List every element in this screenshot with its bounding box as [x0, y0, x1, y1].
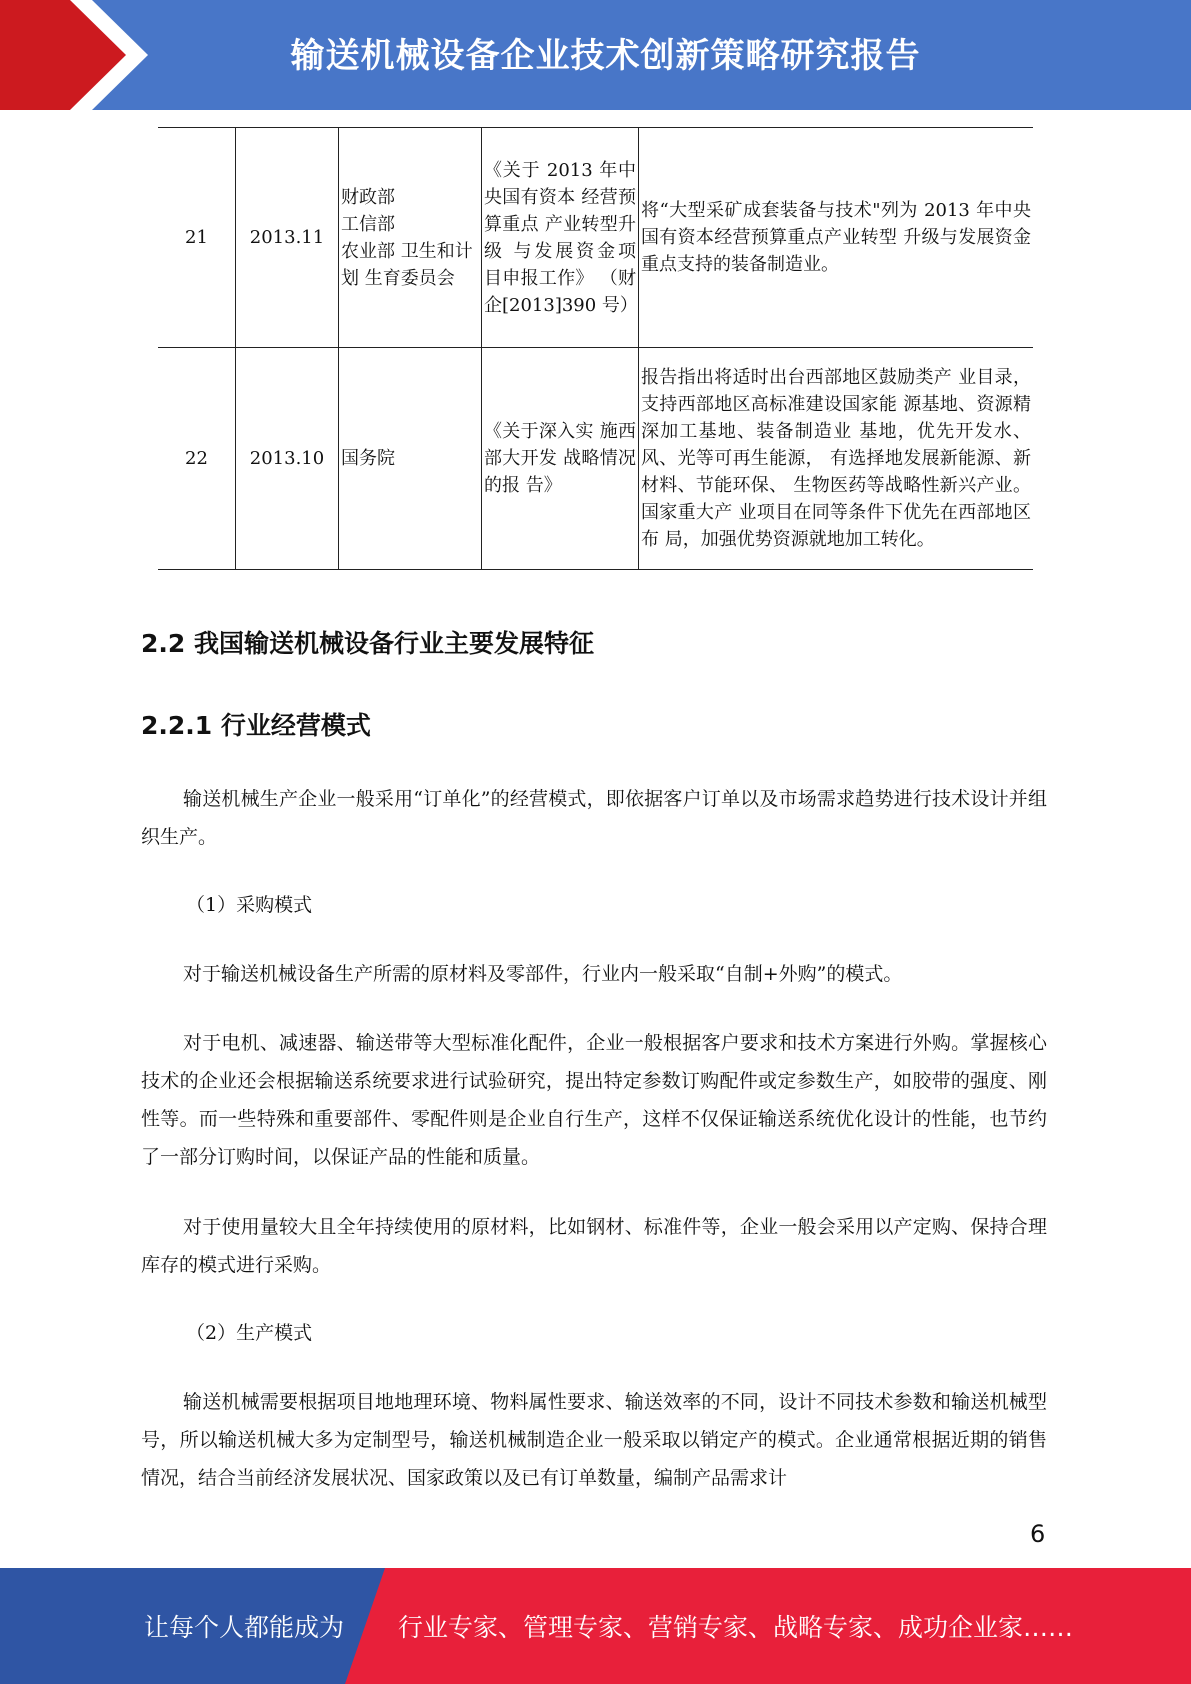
policy-table: [158, 127, 1033, 570]
footer-slogan-right: 行业专家、管理专家、营销专家、战略专家、成功企业家……: [398, 1613, 1074, 1642]
footer-slogan-left: 让每个人都能成为: [144, 1613, 345, 1642]
paragraph-intro: 输送机械生产企业一般采用“订单化”的经营模式，即依据客户订单以及市场需求趋势进行技术设计并组织生产。: [141, 788, 1047, 848]
row-department: [339, 128, 482, 348]
row-date: 2013.11: [236, 128, 339, 348]
subsection-heading: 2.2.1 行业经营模式: [141, 711, 371, 740]
page-number: 6: [1030, 1520, 1046, 1548]
row-document: 《关于深入实 施西部大开发 战略情况的报 告》: [482, 348, 639, 570]
department-text: 财政部 工信部 农业部 卫生和计划 生育委员会: [341, 186, 473, 289]
table-row: [158, 128, 1033, 348]
row-content: 将“大型采矿成套装备与技术"列为 2013 年中央国有资本经营预算重点产业转型 升级与发展资金重点支持的装备制造业。: [639, 128, 1034, 348]
table-row: [158, 348, 1033, 570]
subheading-production: （2）生产模式: [186, 1322, 313, 1344]
page-header: [0, 0, 1191, 110]
row-content: 报告指出将适时出台西部地区鼓励类产 业目录，支持西部地区高标准建设国家能 源基地、资源精深加工基地、装备制造业 基地，优先开发水、风、光等可再生能源， 有选择地发展新能源、新材料、节能环保、 生物医药等战略性新兴产业。国家重大产 业项目在同等条件下优先在西部地区布 局，加强优势资源就地加工转化。: [639, 348, 1034, 570]
paragraph-procurement: 对于输送机械设备生产所需的原材料及零部件，行业内一般采取“自制+外购”的模式。: [183, 963, 903, 985]
paragraph-standard-parts: 对于电机、减速器、输送带等大型标准化配件，企业一般根据客户要求和技术方案进行外购。掌握核心技术的企业还会根据输送系统要求进行试验研究，提出特定参数订购配件或定参数生产，如胶带的强度、刚性等。而一些特殊和重要部件、零配件则是企业自行生产，这样不仅保证输送系统优化设计的性能，也节约了一部分订购时间，以保证产品的性能和质量。: [141, 1032, 1047, 1168]
report-title: 输送机械设备企业技术创新策略研究报告: [290, 36, 921, 76]
paragraph-raw-materials: 对于使用量较大且全年持续使用的原材料，比如钢材、标准件等，企业一般会采用以产定购、保持合理库存的模式进行采购。: [141, 1216, 1047, 1276]
page-footer: [0, 1568, 1191, 1684]
row-department: 国务院: [339, 348, 482, 570]
paragraph-production: 输送机械需要根据项目地地理环境、物料属性要求、输送效率的不同，设计不同技术参数和输送机械型号，所以输送机械大多为定制型号，输送机械制造企业一般采取以销定产的模式。企业通常根据近期的销售情况，结合当前经济发展状况、国家政策以及已有订单数量，编制产品需求计: [141, 1391, 1047, 1489]
row-document: 《关于 2013 年中央国有资本 经营预算重点 产业转型升级 与发展资金项 目申报工作》 （财企[2013]390 号）: [482, 128, 639, 348]
row-date: 2013.10: [236, 348, 339, 570]
row-number: 21: [158, 128, 236, 348]
section-heading: 2.2 我国输送机械设备行业主要发展特征: [141, 629, 594, 658]
row-number: 22: [158, 348, 236, 570]
subheading-procurement: （1）采购模式: [186, 894, 313, 916]
